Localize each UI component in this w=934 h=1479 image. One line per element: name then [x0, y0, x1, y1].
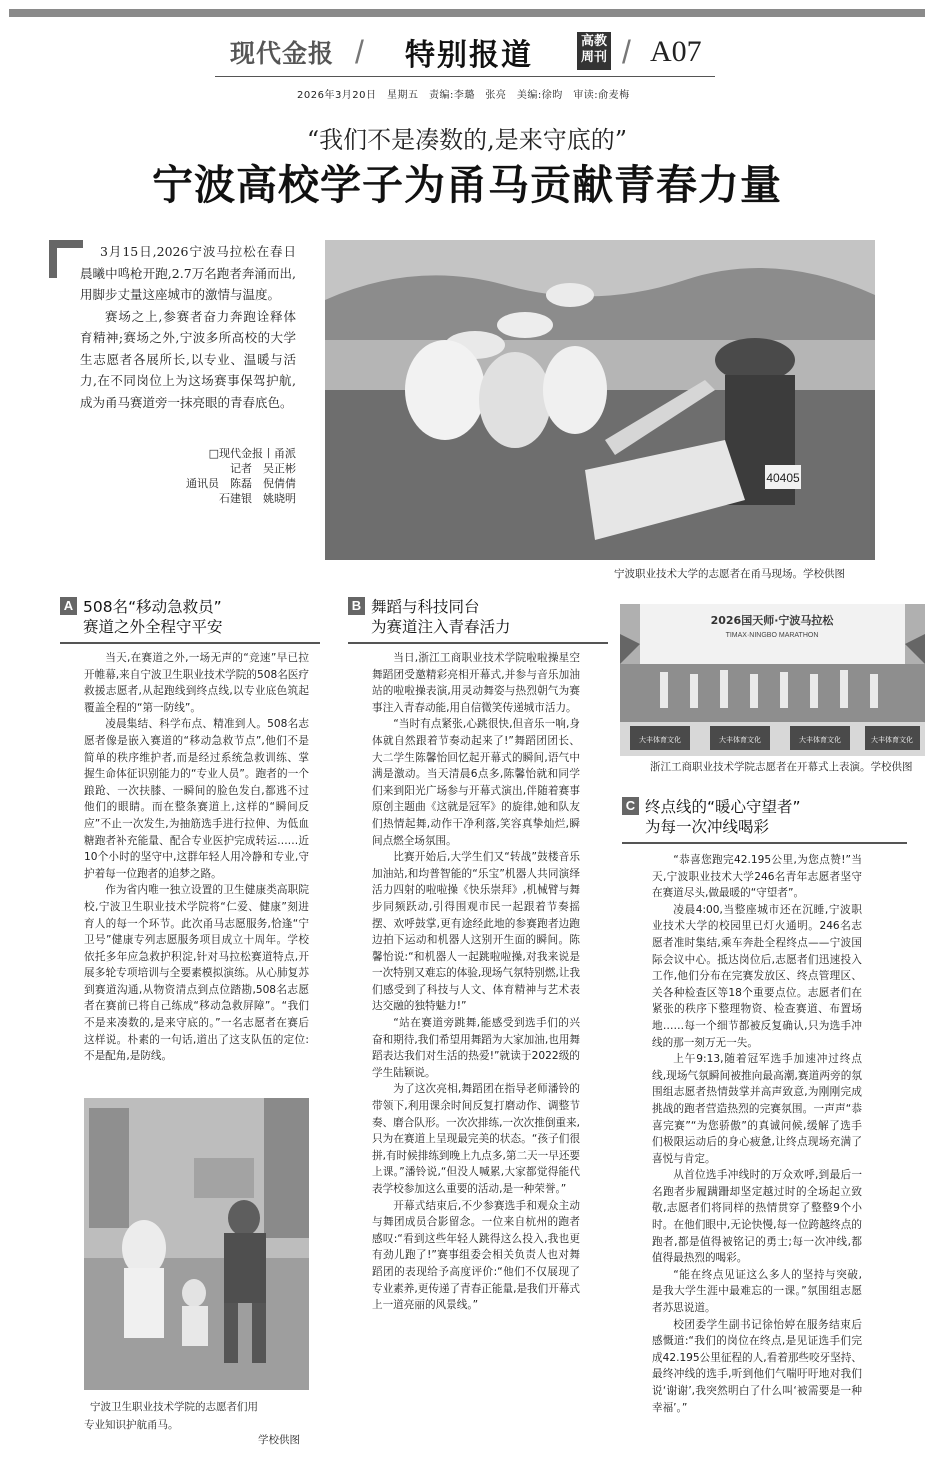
main-photo-illustration: [325, 240, 875, 560]
byline-reporter: 记者 吴正彬: [230, 462, 296, 475]
section-a-title-line-2: 赛道之外全程守平安: [83, 618, 223, 636]
byline-source: □现代金报丨甬派: [208, 447, 296, 460]
section-b-body: [372, 650, 580, 1400]
section-b-title: [371, 597, 511, 637]
section-b-paragraph: 为了这次亮相,舞蹈团在指导老师潘铃的带领下,利用课余时间反复打磨动作、调整节奏、磨合队形。一次次排练,一次次推倒重来,只为在赛道上呈现最完美的状态。“孩子们很拼,有时候排练到晚上九点多,第二天一早还要上课。”潘铃说,“但没人喊累,大家都觉得能代表学校参加这么重要的活动,是一种荣誉。”: [372, 1083, 580, 1195]
byline: [150, 446, 296, 506]
masthead-divider: /: [355, 33, 364, 70]
weekly-badge: [577, 32, 611, 70]
section-b-paragraph: 开幕式结束后,不少参赛选手和观众主动与舞团成员合影留念。一位来自杭州的跑者感叹:“看到这些年轻人跳得这么投入,我也更有劲儿跑了!”赛事组委会相关负责人也对舞蹈团的表现给予高度评价:“他们不仅展现了专业素养,更传递了青春正能量,是我们开幕式上一道亮丽的风景线。”: [372, 1199, 580, 1312]
stage-board-1: 大丰体育文化: [639, 736, 681, 744]
lead-bracket-mark: [49, 240, 83, 278]
section-c-paragraph: “恭喜您跑完42.195公里,为您点赞!”当天,宁波职业技术大学246名青年志愿者坚守在赛道尽头,做最暖的“守望者”。: [652, 854, 862, 900]
section-c-title: [645, 797, 801, 837]
lead-paragraph-2: 赛场之上,参赛者奋力奔跑诠释体育精神;赛场之外,宁波多所高校的大学生志愿者各展所长,以专业、温暖与活力,在不同岗位上为这场赛事保驾护航,成为甬马赛道旁一抹亮眼的青春底色。: [80, 308, 296, 410]
section-a-paragraph: 作为省内唯一独立设置的卫生健康类高职院校,宁波卫生职业技术学院将“仁爱、健康”刻进育人的每一个环节。此次甬马志愿服务,恰逢“宁卫号”健康专列志愿服务项目成立十周年。学校依托多年应急救护积淀,针对马拉松赛道特点,开展多轮专项培训与全要素模拟演练。从心肺复苏到赛道沟通,从物资清点到点位踏勘,508名志愿者在赛前已将自己练成“移动急救屏障”。“我们不是来凑数的,是来守底的。”一名志愿者在赛后这样说。朴素的一句话,道出了这支队伍的定位:不是配角,是防线。: [84, 884, 309, 1063]
section-c-rule: [622, 842, 907, 844]
section-b-header: [348, 597, 511, 637]
section-b-rule: [348, 642, 608, 644]
lead-paragraphs: [80, 241, 296, 413]
section-b-paragraph: 当日,浙江工商职业技术学院啦啦操星空舞蹈团受邀精彩亮相开幕式,并参与音乐加油站的啦啦操表演,用灵动舞姿与热烈朝气为赛事注入青春动能,用自信微笑传递城市活力。: [372, 652, 580, 714]
paper-name: 现代金报: [230, 39, 335, 68]
lead-paragraph-1: 3月15日,2026宁波马拉松在春日晨曦中鸣枪开跑,2.7万名跑者奔涌而出,用脚步丈量这座城市的激情与温度。: [80, 244, 296, 302]
aid-photo: [84, 1098, 309, 1390]
masthead-divider-2: /: [622, 33, 631, 70]
stage-photo-caption: 浙江工商职业技术学院志愿者在开幕式上表演。学校供图: [650, 761, 913, 773]
masthead-rule: [215, 76, 715, 77]
stage-board-3: 大丰体育文化: [799, 736, 841, 744]
badge-line-2: 周刊: [580, 50, 607, 65]
byline-correspondents-2: 石建银 姚晓明: [219, 492, 296, 505]
main-photo: [325, 240, 875, 560]
page-number: A07: [650, 35, 702, 68]
byline-correspondents: 通讯员 陈磊 倪倩倩: [186, 477, 296, 490]
section-c-header: [622, 797, 801, 837]
stage-board-4: 大丰体育文化: [871, 736, 913, 744]
section-b-title-line-2: 为赛道注入青春活力: [371, 618, 511, 636]
section-b-letter: B: [348, 597, 365, 615]
aid-photo-credit: 学校供图: [258, 1434, 300, 1446]
section-c-title-line-2: 为每一次冲线喝彩: [645, 818, 770, 836]
section-b-paragraph: 比赛开始后,大学生们又“转战”鼓楼音乐加油站,和均普智能的“乐宝”机器人共同演绎活力四射的啦啦操《快乐崇拜》,机械臂与舞步同频跃动,引得围观市民一起跟着节奏摇摆、欢呼鼓掌,更有途经此地的参赛跑者边跑边拍下运动和机器人这别开生面的瞬间。陈馨怡说:“和机器人一起跳啦啦操,对我来说是一次特别又难忘的体验,现场气氛特别燃,让我们感受到了科技与人文、体育精神与艺术表达交融的独特魅力!”: [372, 851, 580, 1013]
section-c-paragraph: 凌晨4:00,当整座城市还在沉睡,宁波职业技术大学的校园里已灯火通明。246名志愿者准时集结,乘车奔赴全程终点——宁波国际会议中心。抵达岗位后,志愿者们迅速投入工作,他们分布在完赛发放区、终点管理区、关各种检查区等18个重要点位。志愿者们在紧张的秩序下整理物资、检查赛道、布置场地……每一个细节都被反复确认,只为选手冲线的那一刻万无一失。: [652, 903, 862, 1049]
section-name: 特别报道: [405, 38, 533, 73]
section-c-paragraph: 校团委学生副书记徐怡婷在服务结束后感慨道:“我们的岗位在终点,是见证选手们完成42.195公里征程的人,看着那些咬牙坚持、最终冲线的选手,听到他们气喘吁吁地对我们说‘谢谢’,我突然明白了什么叫‘被需要是一种幸福’。”: [652, 1318, 862, 1414]
section-a-rule: [60, 642, 320, 644]
aid-photo-caption-line-2: 专业知识护航甬马。: [84, 1419, 179, 1431]
section-b-paragraph: “当时有点紧张,心跳很快,但音乐一响,身体就自然跟着节奏动起来了!”舞蹈团团长、大二学生陈馨怡回忆起开幕式的瞬间,语气中满是激动。当天清晨6点多,陈馨怡就和同学们来到阳光广场参与开幕式演出,伴随着赛事原创主题曲《这就是冠军》的旋律,她和队友们热情起舞,动作干净利落,笑容真挚灿烂,瞬间点燃全场氛围。: [372, 718, 580, 847]
stage-board-2: 大丰体育文化: [719, 736, 761, 744]
aid-photo-caption-line-1: 宁波卫生职业技术学院的志愿者们用: [90, 1401, 258, 1413]
stage-photo-illustration: [620, 604, 925, 756]
section-a-title-line-1: 508名“移动急救员”: [83, 598, 222, 616]
stage-banner-title: 2026国天师·宁波马拉松: [710, 614, 834, 627]
section-c-paragraph: “能在终点见证这么多人的坚持与突破,是我大学生涯中最难忘的一课。”氛围组志愿者苏思说道。: [652, 1268, 862, 1315]
section-a-paragraph: 凌晨集结、科学布点、精准到人。508名志愿者像是嵌入赛道的“移动急救节点”,他们不是简单的秩序维护者,而是经过系统急救训练、掌握生命体征识别能力的“专业人员”。跑者的一个踉跄、一次扶膝、一瞬间的脸色发白,都逃不过他们的眼睛。而在整条赛道上,这样的“瞬间反应”不止一次发生,为抽筋选手进行拉伸、为低血糖跑者补充能量、配合专业医护完成转运……近10个小时的坚守中,这群年轻人用冷静和专业,守护着每一位跑者的追梦之路。: [84, 718, 309, 880]
stage-banner-subtitle: TIMAX·NINGBO MARATHON: [725, 632, 819, 639]
runner-bib: 40405: [766, 471, 800, 485]
stage-photo: [620, 604, 925, 756]
section-a-header: [60, 597, 223, 637]
section-b-paragraph: “站在赛道旁跳舞,能感受到选手们的兴奋和期待,我们希望用舞蹈为大家加油,也用舞蹈表达我们对生活的热爱!”就读于2022级的学生陆颖说。: [372, 1017, 580, 1079]
section-c-letter: C: [622, 797, 639, 815]
section-a-letter: A: [60, 597, 77, 615]
main-photo-caption: 宁波职业技术大学的志愿者在甬马现场。学校供图: [614, 568, 845, 580]
top-rule-bar: [9, 9, 925, 17]
section-a-body: [84, 650, 309, 1090]
section-b-title-line-1: 舞蹈与科技同台: [371, 598, 480, 616]
section-c-paragraph: 从首位选手冲线时的万众欢呼,到最后一名跑者步履蹒跚却坚定越过时的全场起立致敬,志愿者们将同样的热情贯穿了整整9个小时。在他们眼中,无论快慢,每一位跨越终点的跑者,都是值得被铭记的勇士;每一次冲线,都值得最热烈的喝彩。: [652, 1169, 862, 1265]
section-c-title-line-1: 终点线的“暖心守望者”: [645, 798, 801, 816]
section-c-body: [652, 852, 862, 1452]
subheadline: “我们不是凑数的,是来守底的”: [306, 126, 628, 154]
badge-line-1: 高教: [580, 34, 607, 49]
aid-photo-illustration: [84, 1098, 309, 1390]
section-c-paragraph: 上午9:13,随着冠军选手加速冲过终点线,现场气氛瞬间被推向最高潮,赛道两旁的氛围组志愿者热情鼓掌并高声致意,为刚刚完成挑战的跑者营造热烈的完赛氛围。一声声“恭喜完赛”“为您骄傲”的真诚问候,缓解了选手们极限运动后的身心疲惫,让终点现场充满了喜悦与肯定。: [652, 1053, 862, 1165]
section-a-paragraph: 当天,在赛道之外,一场无声的“竞速”早已拉开帷幕,来自宁波卫生职业技术学院的508名医疗救援志愿者,从起跑线到终点线,以专业底色筑起覆盖全程的“第一防线”。: [84, 652, 309, 714]
headline: 宁波高校学子为甬马贡献青春力量: [152, 161, 782, 209]
section-a-title: [83, 597, 223, 637]
dateline: 2026年3月20日 星期五 责编:李璐 张亮 美编:徐昀 审读:俞麦梅: [297, 90, 630, 101]
